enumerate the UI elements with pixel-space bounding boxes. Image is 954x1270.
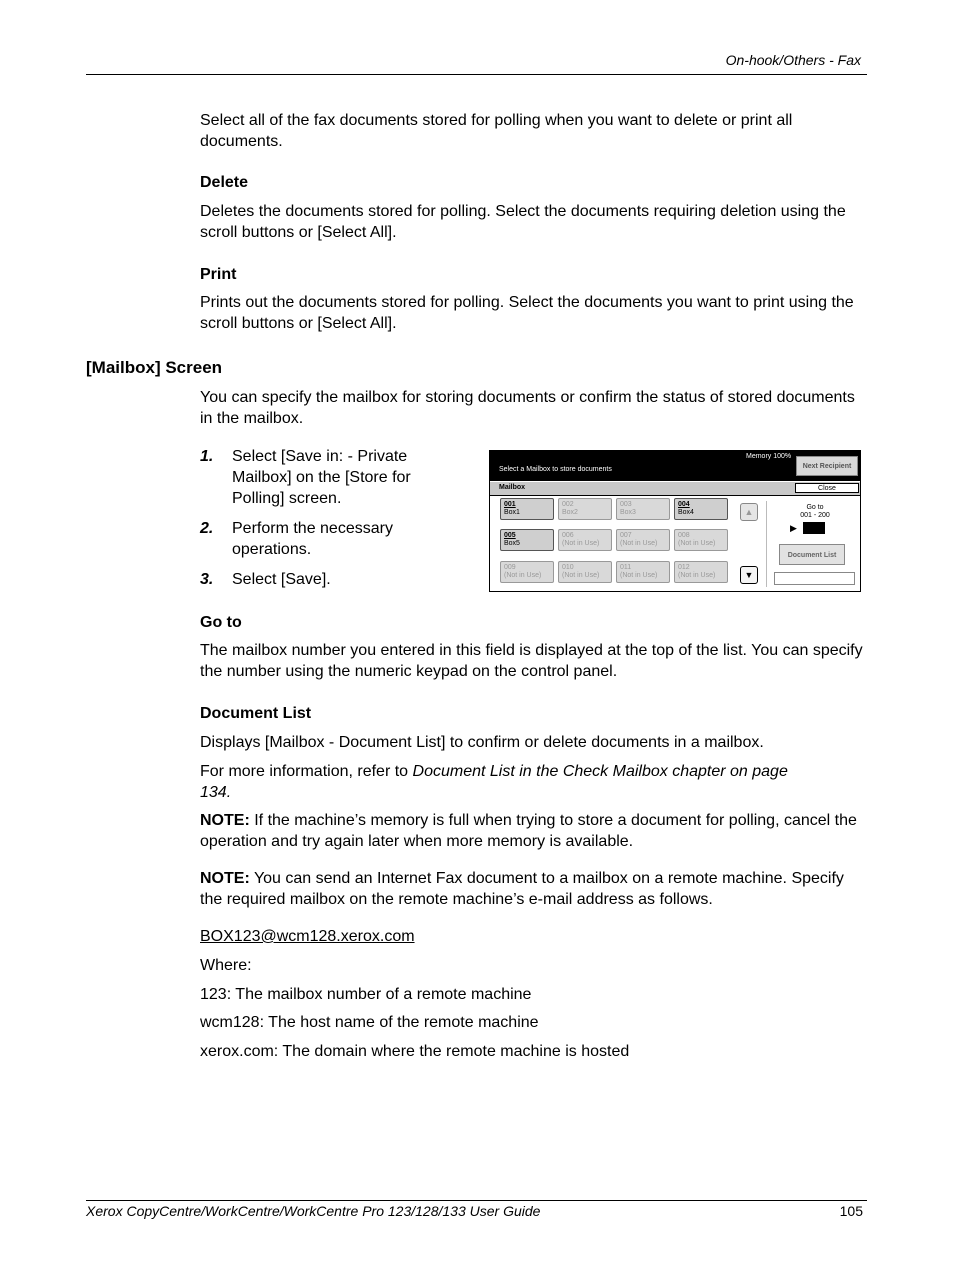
- reference-paragraph: [200, 761, 820, 803]
- footer-title: Xerox CopyCentre/WorkCentre/WorkCentre Pro 123/128/133 User Guide: [86, 1203, 541, 1219]
- mailbox-002[interactable]: 002 Box2: [558, 498, 612, 520]
- scroll-down-icon[interactable]: ▼: [740, 566, 758, 584]
- note-label: NOTE:: [200, 870, 250, 887]
- mailbox-005[interactable]: 005 Box5: [500, 529, 554, 551]
- go-to-heading: Go to: [200, 614, 242, 631]
- mailbox-004[interactable]: 004 Box4: [674, 498, 728, 520]
- next-recipient-button[interactable]: Next Recipient: [796, 456, 858, 476]
- screen-message: Select a Mailbox to store documents: [499, 466, 612, 473]
- delete-heading: Delete: [200, 174, 249, 191]
- footer-rule: [86, 1200, 867, 1201]
- go-to-panel: [790, 504, 840, 520]
- print-description: Prints out the documents stored for polling. Select the documents you want to print using the scroll buttons or [Select All].: [200, 294, 854, 332]
- step-text: Select [Save in: - Private Mailbox] on the [Store for Polling] screen.: [232, 448, 411, 507]
- document-list-description: Displays [Mailbox - Document List] to confirm or delete documents in a mailbox.: [200, 734, 764, 751]
- mailbox-009[interactable]: 009 (Not in Use): [500, 561, 554, 583]
- mailbox-011[interactable]: 011 (Not in Use): [616, 561, 670, 583]
- mailbox-screen-heading: [Mailbox] Screen: [86, 358, 223, 377]
- mailbox-001[interactable]: 001 Box1: [500, 498, 554, 520]
- page-number: 105: [839, 1203, 863, 1219]
- step-text: Perform the necessary operations.: [232, 520, 393, 558]
- document-list-heading: Document List: [200, 705, 312, 722]
- go-to-label: Go to: [806, 504, 824, 511]
- go-to-input[interactable]: [774, 572, 855, 585]
- mailbox-008[interactable]: 008 (Not in Use): [674, 529, 728, 551]
- print-heading: Print: [200, 266, 237, 283]
- step-number: 2.: [200, 520, 214, 537]
- message-bar: [490, 451, 860, 481]
- reference-link[interactable]: Document List in the Check Mailbox chapter on page 134.: [200, 763, 788, 801]
- step-number: 3.: [200, 571, 214, 588]
- where-item: 123: The mailbox number of a remote machine: [200, 986, 532, 1003]
- where-item: xerox.com: The domain where the remote machine is hosted: [200, 1043, 630, 1060]
- mailbox-006[interactable]: 006 (Not in Use): [558, 529, 612, 551]
- mailbox-screen-screenshot: [489, 450, 861, 592]
- play-arrow-icon: ▶: [790, 523, 797, 533]
- running-header: On-hook/Others - Fax: [725, 52, 861, 68]
- where-label: Where:: [200, 957, 252, 974]
- footer: [86, 1203, 863, 1219]
- header-rule: [86, 74, 867, 75]
- mailbox-010[interactable]: 010 (Not in Use): [558, 561, 612, 583]
- where-item: wcm128: The host name of the remote machine: [200, 1014, 539, 1031]
- mailbox-012[interactable]: 012 (Not in Use): [674, 561, 728, 583]
- delete-description: Deletes the documents stored for polling. Select the documents requiring deletion using the scroll buttons or [Select All].: [200, 203, 846, 241]
- note-1: [200, 810, 865, 852]
- mailbox-title-bar: [490, 482, 860, 496]
- mailbox-screen-description: You can specify the mailbox for storing documents or confirm the status of stored documents in the mailbox.: [200, 389, 855, 427]
- go-to-range: 001 - 200: [800, 512, 830, 519]
- step-number: 1.: [200, 448, 214, 465]
- note-label: NOTE:: [200, 812, 250, 829]
- intro-paragraph: Select all of the fax documents stored for polling when you want to delete or print all documents.: [200, 112, 793, 150]
- panel-divider: [766, 501, 767, 587]
- step-text: Select [Save].: [232, 571, 331, 588]
- scroll-up-icon[interactable]: ▲: [740, 503, 758, 521]
- document-list-button[interactable]: Document List: [779, 544, 845, 565]
- note-text: You can send an Internet Fax document to a mailbox on a remote machine. Specify the required mailbox on the remote machine’s e-mail address as follows.: [200, 870, 844, 908]
- go-to-description: The mailbox number you entered in this field is displayed at the top of the list. You can specify the number using the numeric keypad on the control panel.: [200, 642, 863, 680]
- go-to-number-box[interactable]: [803, 522, 825, 534]
- memory-indicator: Memory 100%: [746, 453, 792, 460]
- mailbox-007[interactable]: 007 (Not in Use): [616, 529, 670, 551]
- close-button[interactable]: Close: [795, 483, 859, 493]
- email-address[interactable]: BOX123@wcm128.xerox.com: [200, 928, 415, 945]
- mailbox-label: Mailbox: [499, 484, 526, 491]
- note-2: [200, 868, 865, 910]
- reference-prefix: For more information, refer to: [200, 763, 413, 780]
- note-text: If the machine’s memory is full when trying to store a document for polling, cancel the operation and try again later when more memory is available.: [200, 812, 857, 850]
- mailbox-003[interactable]: 003 Box3: [616, 498, 670, 520]
